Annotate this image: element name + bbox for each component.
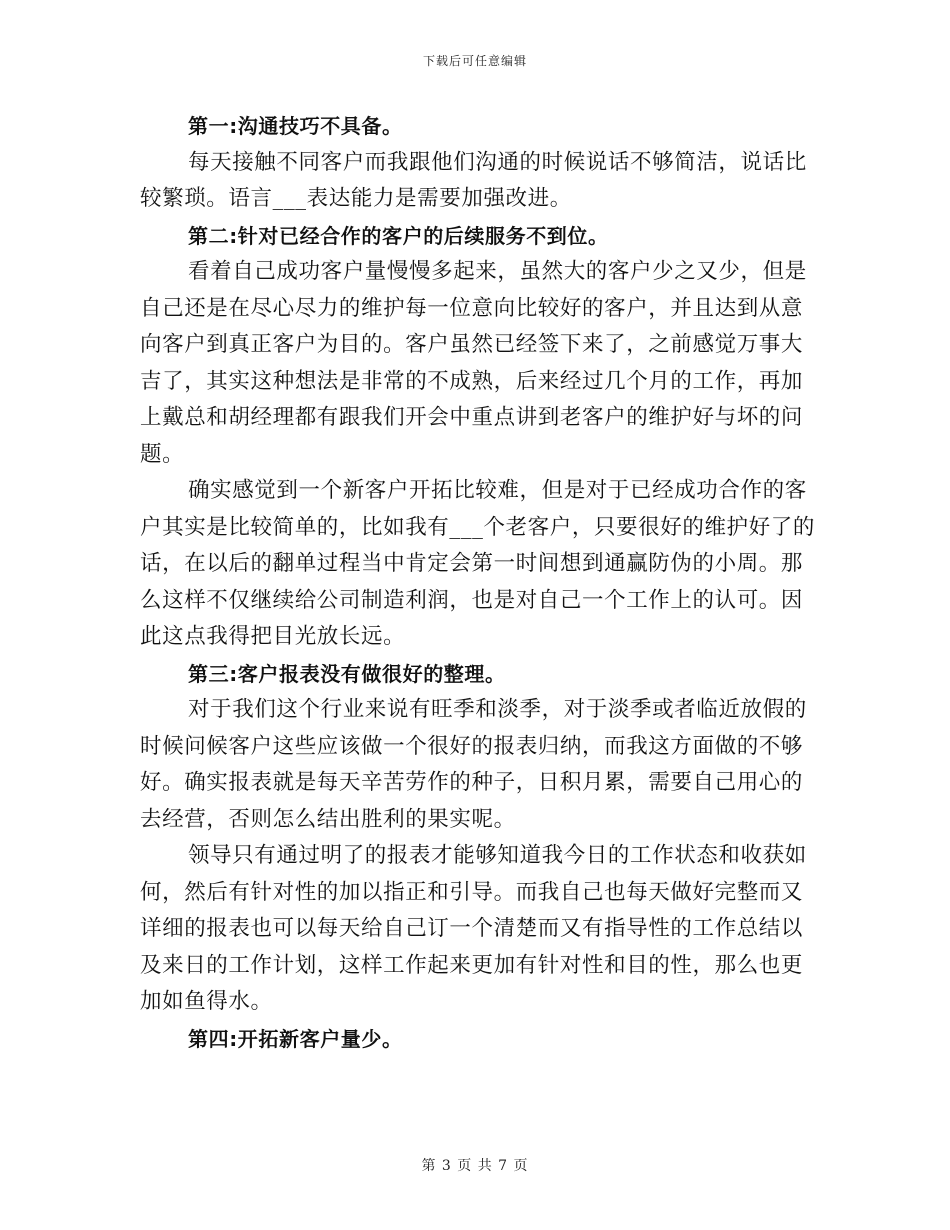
paragraph-line: 时候问候客户这些应该做一个很好的报表归纳，而我这方面做的不够	[140, 733, 804, 759]
paragraph-line: 自己还是在尽心尽力的维护每一位意向比较好的客户，并且达到从意	[140, 295, 804, 321]
paragraph-line: 较繁琐。语言___表达能力是需要加强改进。	[140, 186, 572, 211]
page-footer: 第 3 页 共 7 页	[421, 1158, 529, 1174]
paragraph-line: 加如鱼得水。	[140, 989, 273, 1014]
paragraph-line: 领导只有通过明了的报表才能够知道我今日的工作状态和收获如	[188, 843, 807, 868]
paragraph-line: 此这点我得把目光放长远。	[140, 624, 406, 649]
paragraph-line: 何，然后有针对性的加以指正和引导。而我自己也每天做好完整而又	[140, 879, 804, 905]
paragraph-line: 详细的报表也可以每天给自己订一个清楚而又有指导性的工作总结以	[140, 916, 804, 941]
paragraph-line: 上戴总和胡经理都有跟我们开会中重点讲到老客户的维护好与坏的问	[140, 405, 804, 430]
paragraph-line: 看着自己成功客户量慢慢多起来，虽然大的客户少之又少，但是	[188, 259, 807, 284]
paragraph-line: 好。确实报表就是每天辛苦劳作的种子，日积月累，需要自己用心的	[140, 770, 804, 795]
paragraph-line: 及来日的工作计划，这样工作起来更加有针对性和目的性，那么也更	[140, 952, 804, 978]
paragraph-line: 吉了，其实这种想法是非常的不成熟，后来经过几个月的工作，再加	[140, 368, 804, 394]
section-heading: 第二:针对已经合作的客户的后续服务不到位。	[188, 223, 609, 248]
paragraph-line: 确实感觉到一个新客户开拓比较难，但是对于已经成功合作的客	[188, 478, 807, 503]
section-heading: 第一:沟通技巧不具备。	[188, 114, 403, 138]
paragraph-line: 对于我们这个行业来说有旺季和淡季，对于淡季或者临近放假的	[188, 697, 807, 722]
paragraph-line: 去经营，否则怎么结出胜利的果实呢。	[140, 806, 516, 832]
paragraph-line: 话，在以后的翻单过程当中肯定会第一时间想到通赢防伪的小周。那	[140, 551, 804, 576]
page-header: 下载后可任意编辑	[422, 54, 527, 68]
section-heading: 第三:客户报表没有做很好的整理。	[188, 661, 506, 686]
paragraph-line: 么这样不仅继续给公司制造利润，也是对自己一个工作上的认可。因	[140, 587, 804, 613]
section-heading: 第四:开拓新客户量少。	[188, 1026, 403, 1051]
paragraph-line: 户其实是比较简单的，比如我有___个老客户，只要很好的维护好了的	[140, 514, 815, 540]
paragraph-line: 题。	[140, 441, 185, 467]
paragraph-line: 向客户到真正客户为目的。客户虽然已经签下来了，之前感觉万事大	[140, 332, 804, 357]
paragraph-line: 每天接触不同客户而我跟他们沟通的时候说话不够简洁，说话比	[188, 149, 807, 175]
document-body	[140, 108, 815, 1057]
